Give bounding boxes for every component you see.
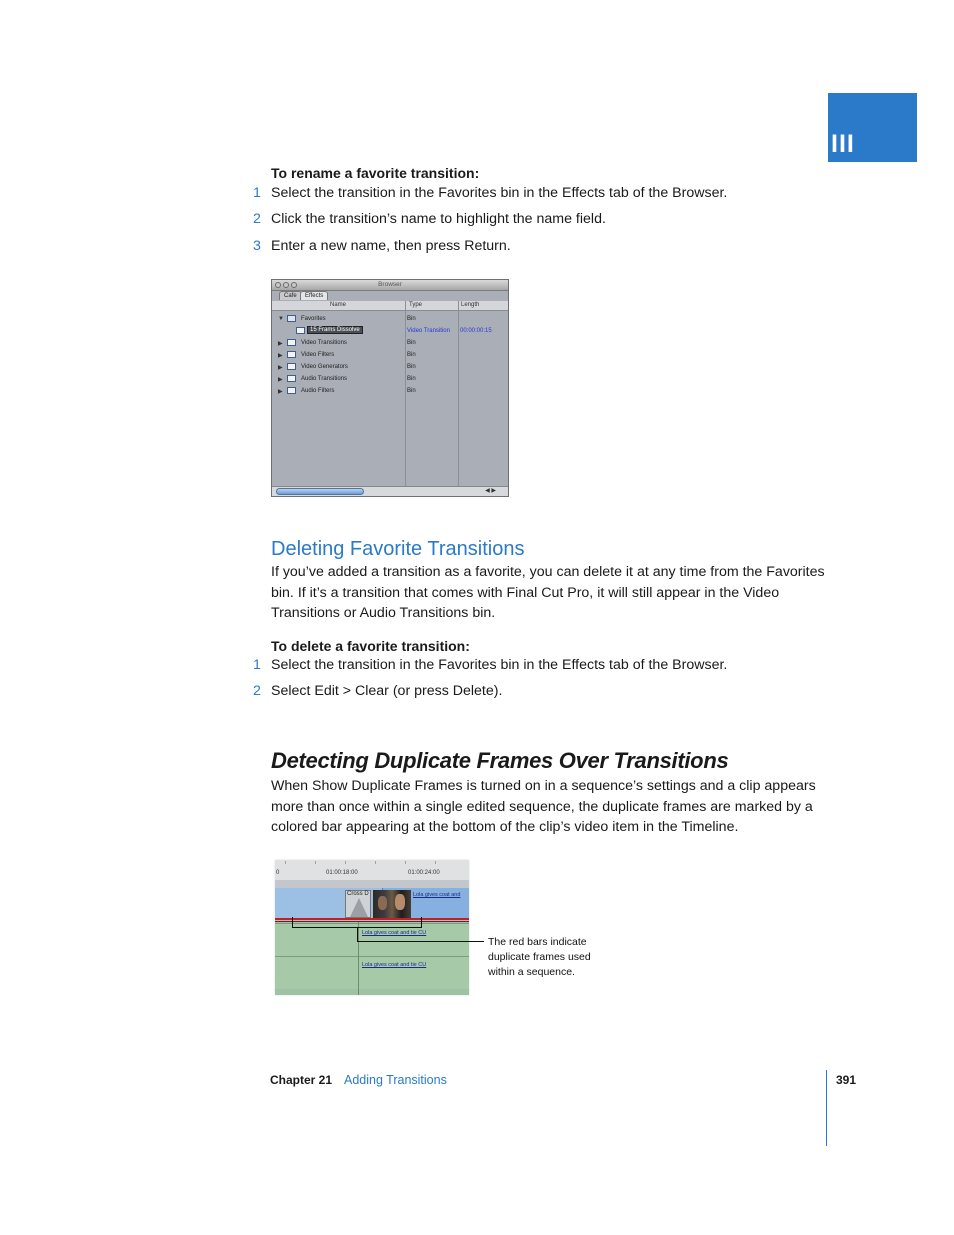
ruler-tick (285, 861, 286, 864)
column-name[interactable]: Name (330, 302, 347, 308)
rename-step-1-number: 1 (253, 185, 261, 201)
part-marker (828, 93, 917, 162)
page-number: 391 (836, 1073, 857, 1087)
ruler-label: 01:00:24:00 (408, 870, 440, 876)
column-type[interactable]: Type (409, 302, 423, 308)
rename-step-2: Click the transition’s name to highlight the name field. (271, 211, 606, 227)
rename-heading: To rename a favorite transition: (271, 165, 480, 181)
callout-line (357, 941, 484, 942)
delete-step-1-number: 1 (253, 657, 261, 673)
tab-cafe[interactable]: Cafe (279, 291, 302, 300)
rename-step-3: Enter a new name, then press Return. (271, 238, 511, 254)
row-name: Video Generators (301, 364, 348, 370)
audio-clip-label: Lola gives coat and tie CU (362, 962, 427, 968)
ruler-tick (435, 861, 436, 864)
section-title-deleting: Deleting Favorite Transitions (271, 538, 525, 560)
section-title-duplicate: Detecting Duplicate Frames Over Transitions (271, 748, 729, 773)
person-image (378, 896, 387, 910)
audio-clip-label: Lola gives coat and tie CU (362, 930, 427, 936)
horizontal-scrollbar[interactable] (272, 486, 508, 496)
clip-divider (358, 922, 359, 995)
list-item[interactable] (272, 350, 508, 362)
row-type: Bin (407, 352, 416, 358)
row-type: Bin (407, 388, 416, 394)
disclosure-closed-icon[interactable]: ▶ (278, 353, 283, 359)
person-image (395, 894, 405, 910)
footer-chapter: Chapter 21 (270, 1073, 333, 1087)
ruler-label: 0 (276, 870, 280, 876)
transition-label: Cross D (347, 891, 369, 897)
row-name: Audio Filters (301, 388, 335, 394)
disclosure-closed-icon[interactable]: ▶ (278, 377, 283, 383)
scroll-thumb[interactable] (276, 488, 364, 495)
bin-icon (287, 351, 296, 358)
timeline-scrub-bar[interactable] (275, 880, 469, 888)
row-name: Audio Transitions (301, 376, 348, 382)
footer-divider (826, 1070, 827, 1146)
part-marker-label: III (831, 130, 855, 158)
ruler-tick (405, 861, 406, 864)
deleting-paragraph: If you’ve added a transition as a favorite, you can delete it at any time from the Favorites bin. If it’s a transition that comes with Final Cut Pro, it will still appear in the Video Transitions or Audio Transitions bin. (271, 564, 825, 621)
delete-heading: To delete a favorite transition: (271, 638, 470, 654)
callout-stem (357, 927, 358, 942)
column-length[interactable]: Length (461, 302, 480, 308)
column-headers (272, 301, 508, 311)
bin-icon (287, 363, 296, 370)
list-item[interactable] (272, 338, 508, 350)
delete-step-2: Select Edit > Clear (or press Delete). (271, 683, 503, 699)
rename-step-2-number: 2 (253, 211, 261, 227)
browser-window-figure (271, 279, 509, 497)
browser-titlebar (272, 280, 508, 291)
row-type: Video Transition (407, 328, 450, 334)
list-item[interactable] (272, 314, 508, 326)
timeline-ruler (275, 860, 469, 880)
folder-icon (287, 315, 296, 322)
row-type: Bin (407, 376, 416, 382)
delete-step-1: Select the transition in the Favorites bin in the Effects tab of the Browser. (271, 657, 728, 673)
video-clip-label: Lola gives coat and (413, 892, 461, 898)
bin-icon (287, 375, 296, 382)
selected-name-field[interactable]: 15 Frams Dissolve (307, 326, 363, 334)
row-type: Bin (407, 364, 416, 370)
ruler-label: 01:00:18:00 (326, 870, 358, 876)
bin-icon (287, 339, 296, 346)
list-item[interactable] (272, 374, 508, 386)
row-length: 00:00:00:15 (460, 328, 492, 334)
disclosure-open-icon[interactable]: ▼ (278, 316, 284, 322)
disclosure-closed-icon[interactable]: ▶ (278, 365, 283, 371)
row-name: Video Transitions (301, 340, 347, 346)
transition-wedge-icon (350, 898, 368, 917)
transition-icon (296, 327, 305, 334)
list-item[interactable] (272, 362, 508, 374)
ruler-tick (375, 861, 376, 864)
list-item[interactable] (272, 386, 508, 398)
audio-track-2 (275, 956, 469, 989)
row-name: Video Filters (301, 352, 335, 358)
ruler-tick (315, 861, 316, 864)
row-type: Bin (407, 316, 416, 322)
disclosure-closed-icon[interactable]: ▶ (278, 341, 283, 347)
ruler-tick (345, 861, 346, 864)
row-type: Bin (407, 340, 416, 346)
footer-chapter-title[interactable]: Adding Transitions (344, 1073, 447, 1087)
transition-item[interactable] (345, 890, 371, 918)
rename-step-1: Select the transition in the Favorites bin in the Effects tab of the Browser. (271, 185, 728, 201)
list-item[interactable] (272, 326, 508, 338)
tab-effects[interactable]: Effects (300, 291, 328, 300)
scroll-arrows-icon[interactable]: ◀ ▶ (485, 488, 496, 494)
bin-icon (287, 387, 296, 394)
browser-title: Browser (378, 281, 402, 288)
rename-step-3-number: 3 (253, 238, 261, 254)
callout-text: The red bars indicate duplicate frames used within a sequence. (488, 936, 591, 978)
delete-step-2-number: 2 (253, 683, 261, 699)
row-name: Favorites (301, 316, 326, 322)
disclosure-closed-icon[interactable]: ▶ (278, 389, 283, 395)
duplicate-paragraph: When Show Duplicate Frames is turned on in a sequence’s settings and a clip appears more than once within a single edited sequence, the duplicate frames are marked by a colored bar appearing at the bottom of the clip’s video item in the Timeline. (271, 778, 816, 835)
clip-thumbnail (373, 890, 411, 918)
